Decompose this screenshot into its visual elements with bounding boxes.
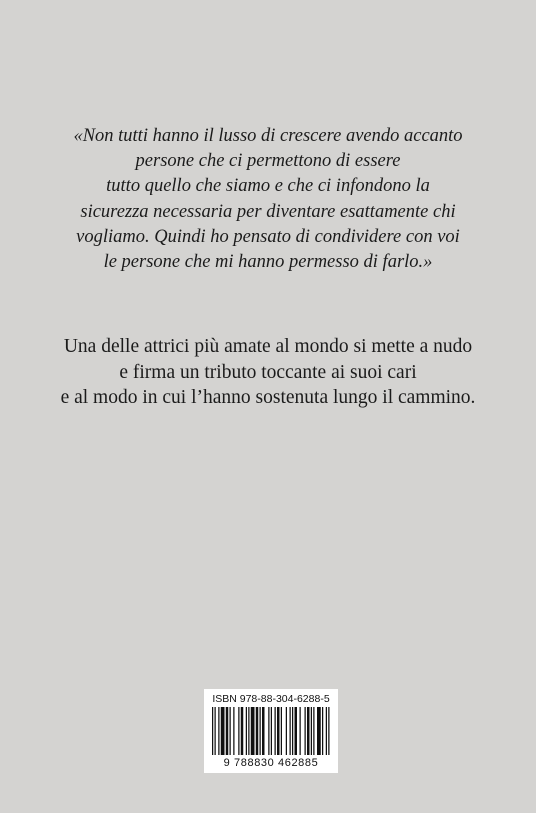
back-cover-quote [0,124,536,275]
blurb-line: e al modo in cui l’hanno sostenuta lungo il cammino. [60,387,476,408]
blurb-line: Una delle attrici più amate al mondo si mette a nudo [63,336,473,357]
isbn-barcode-box [204,689,338,773]
quote-line: sicurezza necessaria per diventare esattamente chi [80,201,456,222]
blurb-line: e firma un tributo toccante ai suoi cari [119,361,417,383]
isbn-label: ISBN 978-88-304-6288-5 [212,693,330,705]
barcode-digits: 9 788830 462885 [223,757,319,769]
barcode-icon [210,707,332,757]
quote-line: le persone che mi hanno permesso di farlo.» [103,252,433,273]
quote-line: «Non tutti hanno il lusso di crescere avendo accanto [73,126,463,146]
quote-line: tutto quello che siamo e che ci infondono la [106,176,430,197]
quote-line: persone che ci permettono di essere [135,151,401,172]
quote-line: vogliamo. Quindi ho pensato di condividere con voi [76,226,460,247]
back-cover-blurb [0,334,536,411]
